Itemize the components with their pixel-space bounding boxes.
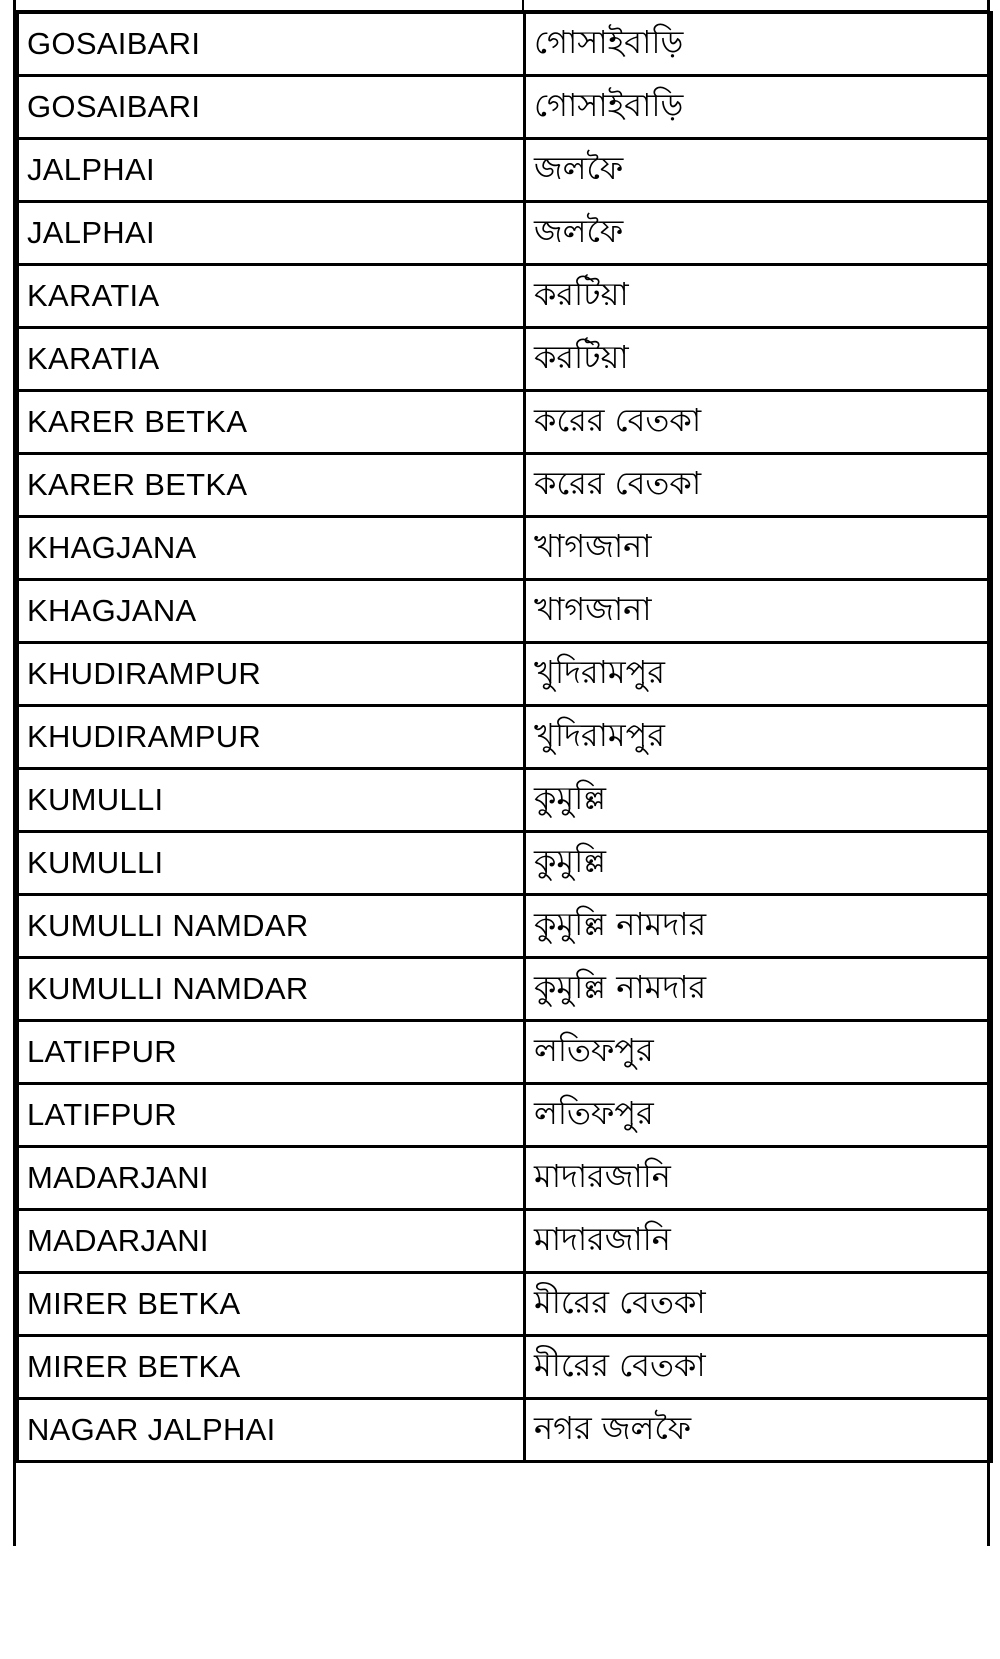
english-name-cell: LATIFPUR (18, 1084, 525, 1147)
english-name-cell: KUMULLI (18, 832, 525, 895)
table-row (18, 328, 992, 391)
english-name-cell: JALPHAI (18, 202, 525, 265)
english-name-cell: KUMULLI NAMDAR (18, 958, 525, 1021)
english-name-cell: KUMULLI NAMDAR (18, 895, 525, 958)
table-row (18, 13, 992, 76)
english-name-cell: GOSAIBARI (18, 76, 525, 139)
table-row (18, 202, 992, 265)
english-name-cell: JALPHAI (18, 139, 525, 202)
bengali-name-cell: করটিয়া (525, 265, 992, 328)
bengali-name-cell: লতিফপুর (525, 1084, 992, 1147)
english-name-cell: KUMULLI (18, 769, 525, 832)
bengali-name-cell: করটিয়া (525, 328, 992, 391)
table-row (18, 139, 992, 202)
english-name-cell: MADARJANI (18, 1210, 525, 1273)
english-name-cell: MADARJANI (18, 1147, 525, 1210)
table-body (18, 13, 992, 1462)
english-name-cell: GOSAIBARI (18, 13, 525, 76)
english-name-cell: KARATIA (18, 328, 525, 391)
bengali-name-cell: কুমুল্লি (525, 769, 992, 832)
table-row (18, 1336, 992, 1399)
table-row (18, 706, 992, 769)
table-row (18, 1273, 992, 1336)
bengali-name-cell: মাদারজানি (525, 1147, 992, 1210)
table-row (18, 265, 992, 328)
english-name-cell: KARATIA (18, 265, 525, 328)
bengali-name-cell: নগর জলফৈ (525, 1399, 992, 1462)
table-row (18, 454, 992, 517)
bengali-name-cell: কুমুল্লি নামদার (525, 958, 992, 1021)
english-name-cell: KHAGJANA (18, 580, 525, 643)
english-name-cell: KARER BETKA (18, 391, 525, 454)
bengali-name-cell: করের বেতকা (525, 391, 992, 454)
table-row (18, 1210, 992, 1273)
table-row (18, 391, 992, 454)
english-name-cell: KARER BETKA (18, 454, 525, 517)
table-row (18, 1147, 992, 1210)
village-name-table (16, 11, 993, 1463)
table-row (18, 517, 992, 580)
english-name-cell: MIRER BETKA (18, 1336, 525, 1399)
table-row (18, 580, 992, 643)
bengali-name-cell: কুমুল্লি (525, 832, 992, 895)
table-row (18, 958, 992, 1021)
table-row (18, 1084, 992, 1147)
table-row (18, 832, 992, 895)
bengali-name-cell: মীরের বেতকা (525, 1336, 992, 1399)
bengali-name-cell: করের বেতকা (525, 454, 992, 517)
bengali-name-cell: জলফৈ (525, 202, 992, 265)
bengali-name-cell: খুদিরামপুর (525, 643, 992, 706)
bengali-name-cell: জলফৈ (525, 139, 992, 202)
bengali-name-cell: খুদিরামপুর (525, 706, 992, 769)
bengali-name-cell: কুমুল্লি নামদার (525, 895, 992, 958)
english-name-cell: KHUDIRAMPUR (18, 706, 525, 769)
table-row (18, 1021, 992, 1084)
bengali-name-cell: মীরের বেতকা (525, 1273, 992, 1336)
bengali-name-cell: মাদারজানি (525, 1210, 992, 1273)
english-name-cell: KHAGJANA (18, 517, 525, 580)
english-name-cell: MIRER BETKA (18, 1273, 525, 1336)
english-name-cell: LATIFPUR (18, 1021, 525, 1084)
english-name-cell: KHUDIRAMPUR (18, 643, 525, 706)
bengali-name-cell: লতিফপুর (525, 1021, 992, 1084)
bengali-name-cell: খাগজানা (525, 517, 992, 580)
english-name-cell: NAGAR JALPHAI (18, 1399, 525, 1462)
bengali-name-cell: গোসাইবাড়ি (525, 76, 992, 139)
bengali-name-cell: গোসাইবাড়ি (525, 13, 992, 76)
table-row (18, 76, 992, 139)
table-row (18, 769, 992, 832)
bengali-name-cell: খাগজানা (525, 580, 992, 643)
left-column-edge (0, 0, 16, 1546)
table-row (18, 643, 992, 706)
table-row (18, 1399, 992, 1462)
table-row (18, 895, 992, 958)
